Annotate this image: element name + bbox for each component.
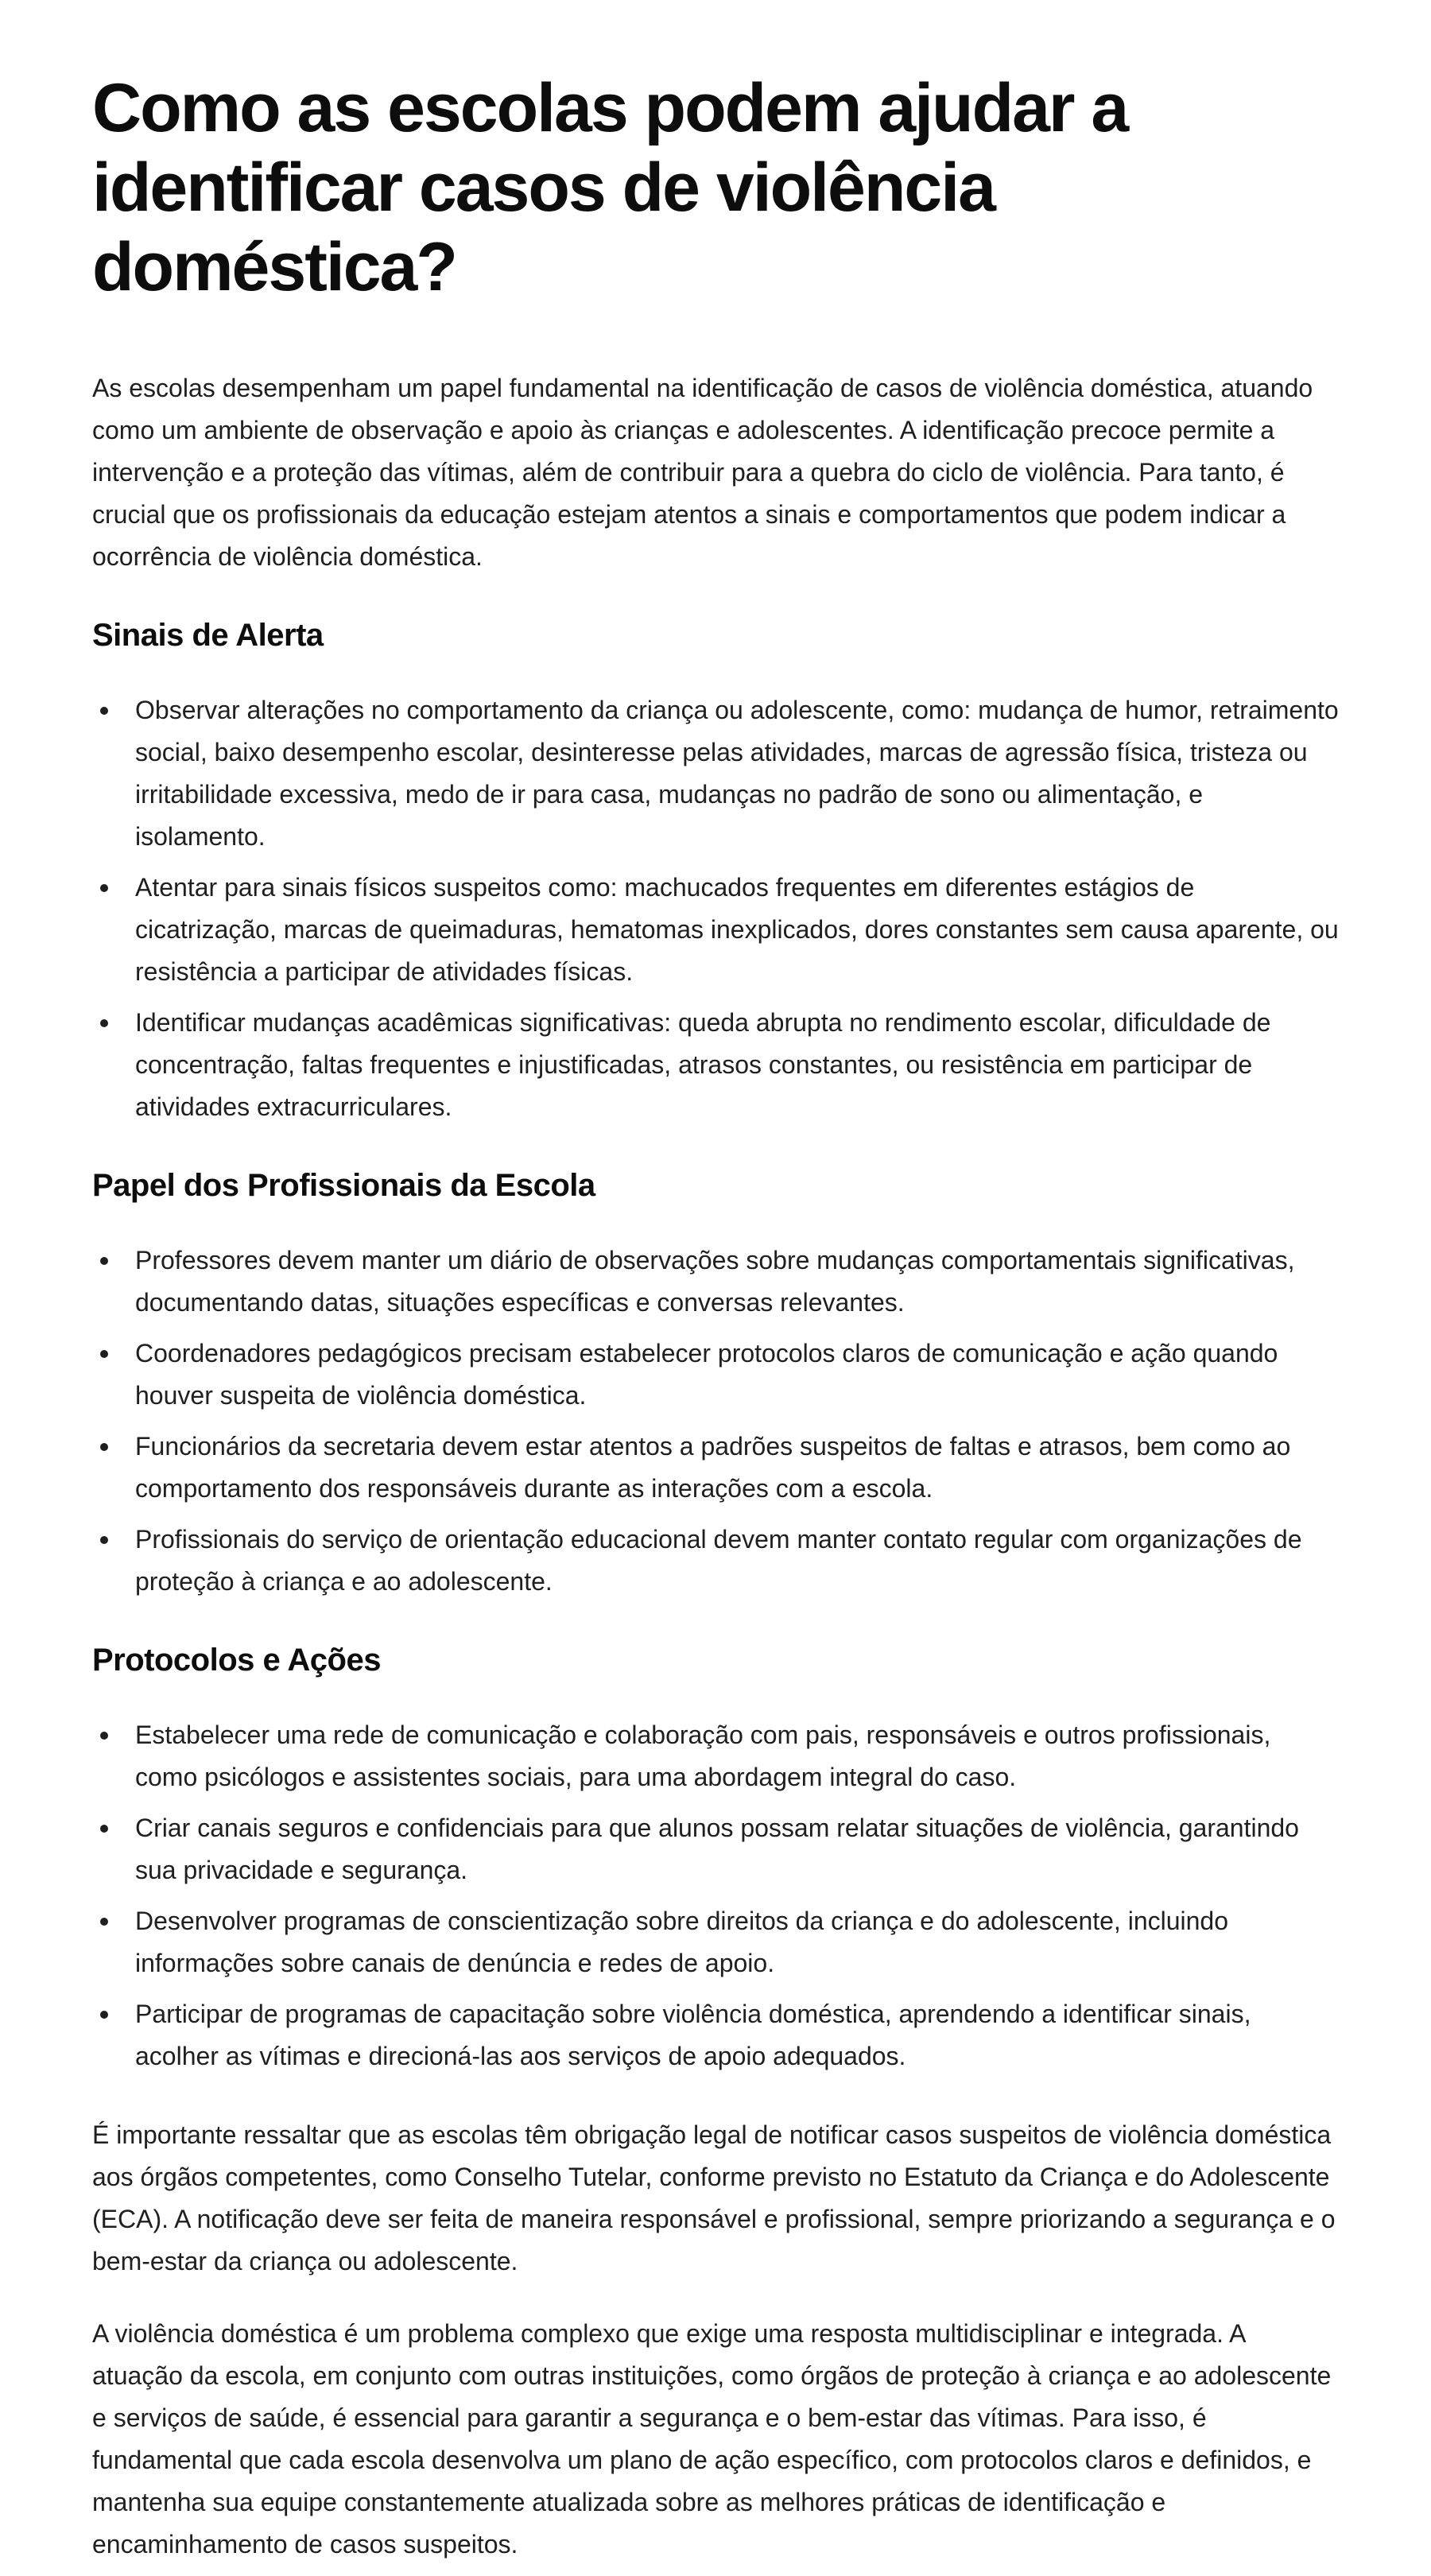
- section-heading-protocolos-e-acoes: Protocolos e Ações: [92, 1643, 381, 1678]
- list-item: Observar alterações no comportamento da criança ou adolescente, como: mudança de humor, retraimento social, baixo desempenho escolar, desinteresse pelas atividades, marcas de agressão física, tristeza ou irritabilidade excessiva, medo de ir para casa, mudanças no padrão de sono ou alimentação, e isolamento.: [92, 689, 1339, 858]
- section-heading-sinais-de-alerta: Sinais de Alerta: [92, 618, 324, 653]
- list-sinais-de-alerta: [92, 689, 1339, 1128]
- list-item: Estabelecer uma rede de comunicação e colaboração com pais, responsáveis e outros profissionais, como psicólogos e assistentes sociais, para uma abordagem integral do caso.: [92, 1714, 1339, 1798]
- list-item: Atentar para sinais físicos suspeitos como: machucados frequentes em diferentes estágios de cicatrização, marcas de queimaduras, hematomas inexplicados, dores constantes sem causa aparente, ou resistência a participar de atividades físicas.: [92, 867, 1339, 993]
- closing-paragraph-conclusion: A violência doméstica é um problema complexo que exige uma resposta multidisciplinar e integrada. A atuação da escola, em conjunto com outras instituições, como órgãos de proteção à criança e ao adolescente e serviços de saúde, é essencial para garantir a segurança e o bem-estar das vítimas. Para isso, é fundamental que cada escola desenvolva um plano de ação específico, com protocolos claros e definidos, e mantenha sua equipe constantemente atualizada sobre as melhores práticas de identificação e encaminhamento de casos suspeitos.: [92, 2319, 1332, 2559]
- list-papel-dos-profissionais: [92, 1240, 1339, 1603]
- section-heading-papel-dos-profissionais: Papel dos Profissionais da Escola: [92, 1168, 595, 1203]
- list-item: Coordenadores pedagógicos precisam estabelecer protocolos claros de comunicação e ação quando houver suspeita de violência doméstica.: [92, 1333, 1339, 1417]
- list-item: Criar canais seguros e confidenciais para que alunos possam relatar situações de violência, garantindo sua privacidade e segurança.: [92, 1807, 1339, 1891]
- list-item: Desenvolver programas de conscientização sobre direitos da criança e do adolescente, incluindo informações sobre canais de denúncia e redes de apoio.: [92, 1900, 1339, 1984]
- list-protocolos-e-acoes: [92, 1714, 1339, 2077]
- intro-paragraph: As escolas desempenham um papel fundamental na identificação de casos de violência doméstica, atuando como um ambiente de observação e apoio às crianças e adolescentes. A identificação precoce permite a intervenção e a proteção das vítimas, além de contribuir para a quebra do ciclo de violência. Para tanto, é crucial que os profissionais da educação estejam atentos a sinais e comportamentos que podem indicar a ocorrência de violência doméstica.: [92, 374, 1313, 571]
- list-item: Professores devem manter um diário de observações sobre mudanças comportamentais significativas, documentando datas, situações específicas e conversas relevantes.: [92, 1240, 1339, 1324]
- list-item: Funcionários da secretaria devem estar atentos a padrões suspeitos de faltas e atrasos, bem como ao comportamento dos responsáveis durante as interações com a escola.: [92, 1426, 1339, 1510]
- list-item: Identificar mudanças acadêmicas significativas: queda abrupta no rendimento escolar, dificuldade de concentração, faltas frequentes e injustificadas, atrasos constantes, ou resistência em participar de atividades extracurriculares.: [92, 1002, 1339, 1128]
- list-item: Participar de programas de capacitação sobre violência doméstica, aprendendo a identificar sinais, acolher as vítimas e direcioná-las aos serviços de apoio adequados.: [92, 1993, 1339, 2077]
- page-title: Como as escolas podem ajudar a identificar casos de violência doméstica?: [92, 70, 1128, 305]
- list-item: Profissionais do serviço de orientação educacional devem manter contato regular com organizações de proteção à criança e ao adolescente.: [92, 1519, 1339, 1603]
- closing-paragraph-legal: É importante ressaltar que as escolas têm obrigação legal de notificar casos suspeitos de violência doméstica aos órgãos competentes, como Conselho Tutelar, conforme previsto no Estatuto da Criança e do Adolescente (ECA). A notificação deve ser feita de maneira responsável e profissional, sempre priorizando a segurança e o bem-estar da criança ou adolescente.: [92, 2120, 1336, 2275]
